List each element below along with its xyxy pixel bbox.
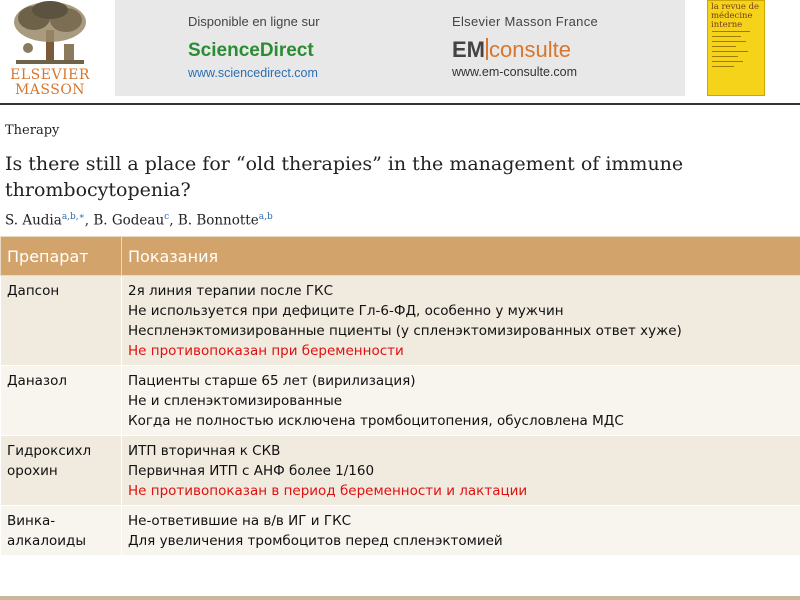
drug-name-cell: Даназол bbox=[1, 366, 122, 436]
available-online-text: Disponible en ligne sur bbox=[188, 14, 320, 29]
links-band bbox=[115, 0, 685, 96]
section-label: Therapy bbox=[5, 123, 60, 138]
drug-name-cell: Винка- алкалоиды bbox=[1, 506, 122, 556]
author-list bbox=[5, 212, 273, 229]
em-consulte-block bbox=[452, 14, 662, 79]
drug-name-cell: Гидроксихл орохин bbox=[1, 436, 122, 506]
logo-line-1: ELSEVIER bbox=[10, 67, 90, 83]
table-body bbox=[1, 276, 800, 556]
indication-line: Для увеличения тромбоцитов перед спленэктомией bbox=[128, 533, 503, 549]
drug-name-cell: Дапсон bbox=[1, 276, 122, 366]
header-divider bbox=[0, 103, 800, 105]
author-1-affiliation[interactable]: a,b,∗ bbox=[61, 212, 85, 222]
table-row bbox=[1, 366, 800, 436]
table-row bbox=[1, 276, 800, 366]
column-header-drug: Препарат bbox=[1, 237, 122, 276]
journal-banner bbox=[0, 0, 800, 100]
indication-line: Когда не полностью исключена тромбоцитопения, обусловлена МДС bbox=[128, 413, 624, 429]
author-2-name[interactable]: B. Godeau bbox=[93, 212, 165, 229]
indication-line: ИТП вторичная к СКВ bbox=[128, 443, 281, 459]
publisher-text: Elsevier Masson France bbox=[452, 14, 599, 29]
drug-indications-table bbox=[0, 236, 800, 556]
indication-line: Пациенты старше 65 лет (вирилизация) bbox=[128, 373, 416, 389]
author-separator: , bbox=[169, 212, 178, 229]
cover-text-lines bbox=[712, 31, 760, 71]
indication-line: Не используется при дефиците Гл-6-ФД, особенно у мужчин bbox=[128, 303, 564, 319]
author-3-name[interactable]: B. Bonnotte bbox=[177, 212, 259, 229]
article-title: Is there still a place for “old therapies” in the management of immune thrombocytopenia? bbox=[5, 153, 684, 201]
author-3-affiliation[interactable]: a,b bbox=[258, 212, 273, 222]
indications-cell bbox=[122, 436, 800, 506]
indication-line: Не и спленэктомизированные bbox=[128, 393, 343, 409]
elsevier-masson-logo bbox=[0, 0, 100, 100]
indication-line: Первичная ИТП с АНФ более 1/160 bbox=[128, 463, 375, 479]
author-2-affiliation[interactable]: c bbox=[164, 212, 170, 222]
author-1-name[interactable]: S. Audia bbox=[5, 212, 62, 229]
indications-cell bbox=[122, 506, 800, 556]
column-header-indications: Показания bbox=[122, 237, 800, 276]
indication-line: Не-ответившие на в/в ИГ и ГКС bbox=[128, 513, 352, 529]
table-row bbox=[1, 436, 800, 506]
indications-cell bbox=[122, 366, 800, 436]
journal-cover-title: la revue de médecine interne bbox=[711, 2, 760, 30]
indication-line-highlight: Не противопоказан в период беременности и лактации bbox=[128, 483, 528, 499]
table-header-row bbox=[1, 237, 800, 276]
indication-line: 2я линия терапии после ГКС bbox=[128, 283, 334, 299]
sciencedirect-link[interactable]: www.sciencedirect.com bbox=[188, 66, 318, 80]
sciencedirect-logo[interactable]: ScienceDirect bbox=[188, 40, 314, 61]
sciencedirect-block bbox=[188, 14, 378, 80]
author-separator: , bbox=[84, 212, 94, 229]
journal-cover bbox=[707, 0, 765, 96]
indications-cell bbox=[122, 276, 800, 366]
em-divider bbox=[486, 38, 488, 60]
em-text: EM bbox=[452, 37, 485, 62]
table-row bbox=[1, 506, 800, 556]
indication-line-highlight: Не противопоказан при беременности bbox=[128, 343, 404, 359]
em-consulte-logo[interactable] bbox=[452, 37, 662, 63]
indication-line: Неспленэктомизированные пциенты (у спленэктомизированных ответ хуже) bbox=[128, 323, 682, 339]
tree-icon bbox=[6, 0, 94, 66]
em-consulte-link[interactable]: www.em-consulte.com bbox=[452, 65, 578, 79]
consulte-text: consulte bbox=[489, 37, 571, 62]
bottom-bar bbox=[0, 596, 800, 600]
logo-line-2: MASSON bbox=[14, 82, 86, 98]
